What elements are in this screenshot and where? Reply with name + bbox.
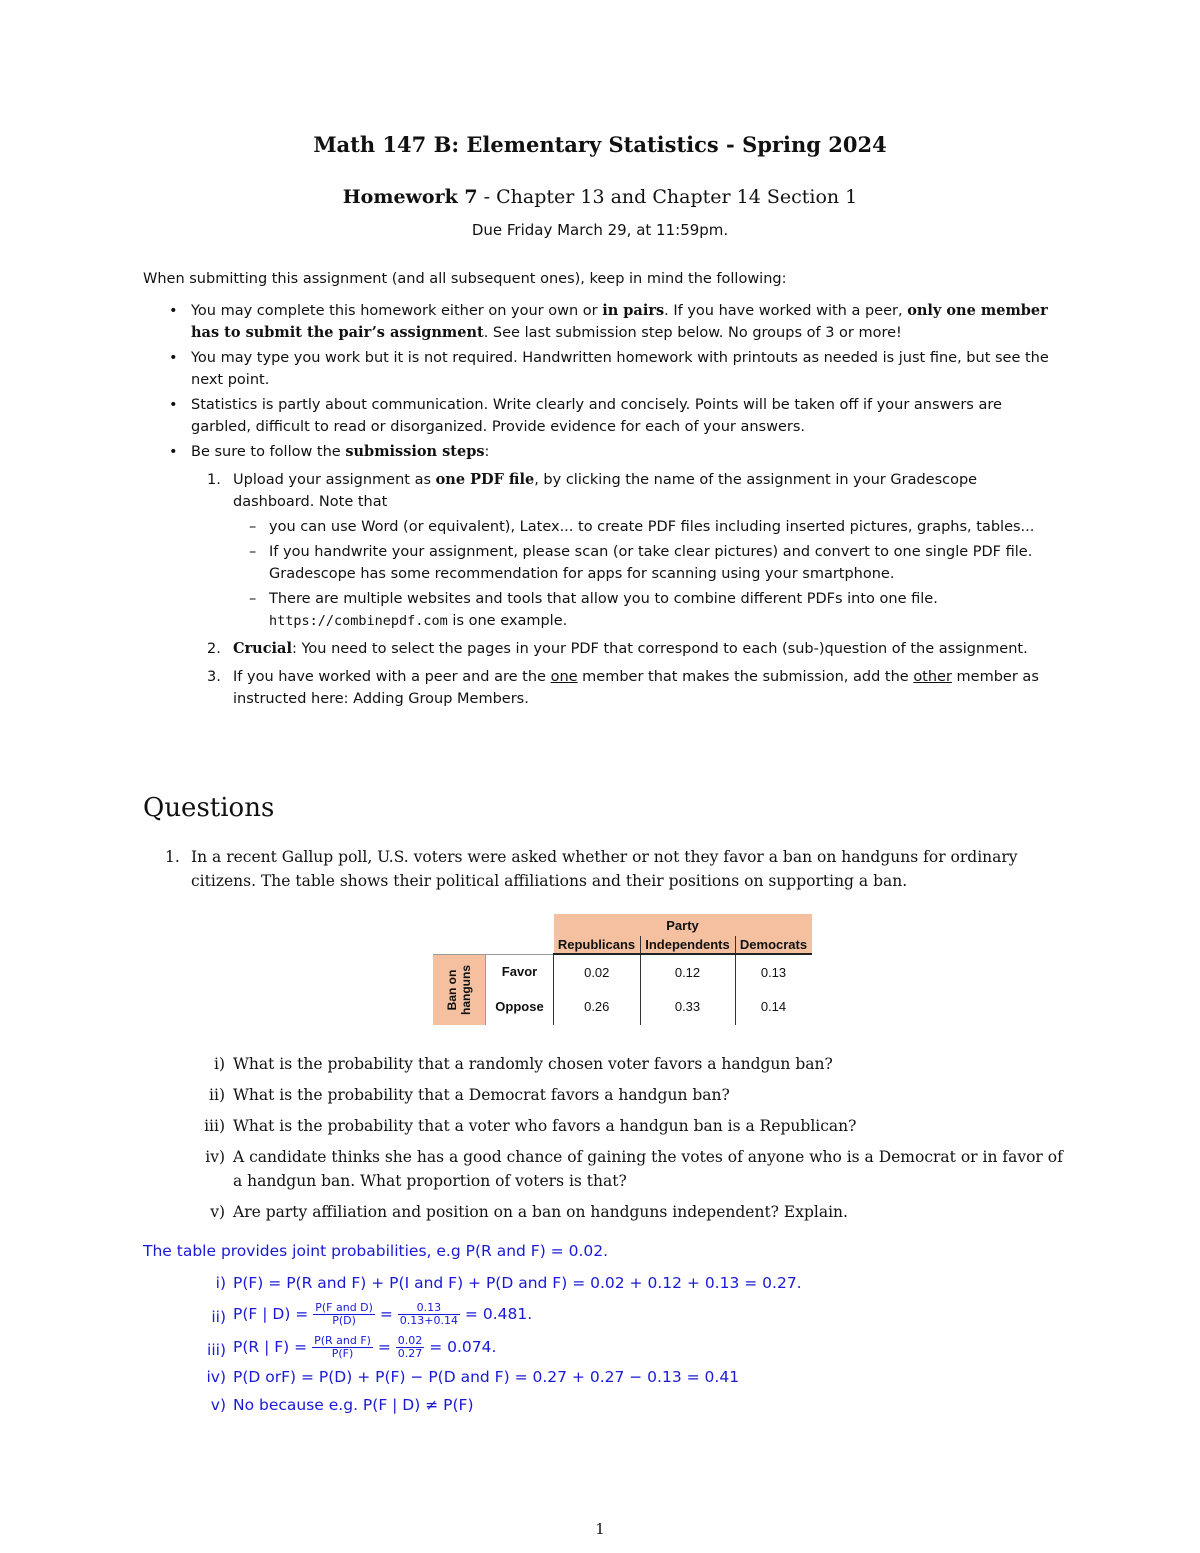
- cell-favor-rep: 0.02: [554, 954, 641, 989]
- questions-heading: Questions: [143, 793, 275, 823]
- answer-intro: The table provides joint probabilities, e.g P(R and F) = 0.02.: [143, 1242, 609, 1260]
- doc-subtitle: [0, 186, 1200, 208]
- answer-iii: iii) P(R | F) = $\frac{\text{P(R and F)}}{P(F)}$ = $\frac{0.02}{0.27}$ = 0.074.: [207, 1334, 497, 1360]
- fraction: $\frac{0.13}{0.13+0.14}$: [399, 1301, 458, 1327]
- combinepdf-link[interactable]: https://combinepdf.com: [269, 613, 448, 629]
- question-1: 1. In a recent Gallup poll, U.S. voters were asked whether or not they favor a ban on handguns for ordinary citizens. The table shows their political affiliations and their positions on supporting a ban.: [165, 848, 1018, 890]
- page-number: 1: [595, 1520, 605, 1538]
- homework-label: Homework 7: [342, 186, 478, 208]
- bullet-type: • You may type you work but it is not required. Handwritten homework with printouts as needed is just fine, but see the next point.: [169, 350, 1049, 388]
- cell-oppose-dem: 0.14: [760, 999, 787, 1015]
- instructions: [143, 300, 1063, 710]
- bullet-submission: • Be sure to follow the submission steps:: [169, 443, 490, 460]
- subquestion-i: i) What is the probability that a randomly chosen voter favors a handgun ban?: [213, 1055, 833, 1073]
- col-independents: Independents: [640, 936, 735, 954]
- subtitle-rest: - Chapter 13 and Chapter 14 Section 1: [477, 186, 858, 208]
- row-group-label: Ban on hanguns: [445, 964, 473, 1015]
- cell-favor-ind: 0.12: [640, 954, 735, 989]
- intro-text: When submitting this assignment (and all subsequent ones), keep in mind the following:: [143, 271, 787, 287]
- row-favor-label: Favor: [501, 964, 538, 980]
- cell-favor-dem: 0.13: [760, 964, 787, 980]
- doc-title: Math 147 B: Elementary Statistics - Spring 2024: [313, 132, 887, 157]
- row-group-cell: [433, 954, 486, 1025]
- step-2: 2. Crucial: You need to select the pages in your PDF that correspond to each (sub-)question of the assignment.: [207, 640, 1028, 657]
- step-1: 1. Upload your assignment as one PDF file, by clicking the name of the assignment in your Gradescope dashboard. Note that: [207, 471, 978, 510]
- row-oppose-label: Oppose: [495, 999, 544, 1015]
- subquestions: [143, 1052, 1063, 1231]
- note-handwrite: – If you handwrite your assignment, please scan (or take clear pictures) and convert to one single PDF file. Gradescope has some recommendation for apps for scanning using your smartphone.: [249, 544, 1033, 582]
- due-date: Due Friday March 29, at 11:59pm.: [471, 221, 729, 239]
- fraction: $\frac{\text{P(F and D)}}{P(D)}$: [315, 1301, 373, 1327]
- bullet-pairs: • You may complete this homework either on your own or in pairs. If you have worked with a peer, only one member has to submit the pair’s assignment. See last submission step below. No groups of 3 or more!: [169, 302, 1048, 341]
- answer-i: i) P(F) = P(R and F) + P(I and F) + P(D and F) = 0.02 + 0.12 + 0.13 = 0.27.: [215, 1274, 802, 1292]
- subquestion-v: v) Are party affiliation and position on a ban on handguns independent? Explain.: [210, 1203, 848, 1221]
- answer-ii: ii) P(F | D) = $\frac{\text{P(F and D)}}{P(D)}$ = $\frac{0.13}{0.13+0.14}$ = 0.481.: [211, 1301, 533, 1327]
- step-3: 3. If you have worked with a peer and are the one member that makes the submission, add the other member as instructed here: Adding Group Members.: [207, 669, 1039, 707]
- bullet-communication: • Statistics is partly about communication. Write clearly and concisely. Points will be taken off if your answers are garbled, difficult to read or disorganized. Provide evidence for each of your answers.: [169, 397, 1002, 435]
- answers: [143, 1242, 1070, 1414]
- fraction: $\frac{\text{P(R and F)}}{P(F)}$: [314, 1334, 371, 1360]
- answer-iv: iv) P(D orF) = P(D) + P(F) − P(D and F) = 0.27 + 0.27 − 0.13 = 0.41: [206, 1368, 740, 1386]
- answer-v: v) No because e.g. P(F | D) ≠ P(F): [210, 1396, 474, 1414]
- party-header: Party: [554, 914, 812, 936]
- cell-oppose-rep: 0.26: [554, 989, 641, 1024]
- subquestion-ii: ii) What is the probability that a Democrat favors a handgun ban?: [209, 1086, 730, 1104]
- note-combine: – There are multiple websites and tools that allow you to combine different PDFs into one file. https://combinepdf.com is one example.: [249, 591, 938, 629]
- party-table: [433, 914, 812, 1025]
- fraction: $\frac{0.02}{0.27}$: [397, 1334, 423, 1360]
- subquestion-iv: iv) A candidate thinks she has a good chance of gaining the votes of anyone who is a Democrat or in favor of a handgun ban. What proportion of voters is that?: [205, 1148, 1063, 1190]
- cell-oppose-ind: 0.33: [640, 989, 735, 1024]
- note-word: – you can use Word (or equivalent), Latex... to create PDF files including inserted pictures, graphs, tables...: [249, 519, 1035, 535]
- col-democrats: Democrats: [735, 936, 812, 954]
- col-republicans: Republicans: [554, 936, 641, 954]
- subquestion-iii: iii) What is the probability that a voter who favors a handgun ban is a Republican?: [204, 1117, 857, 1135]
